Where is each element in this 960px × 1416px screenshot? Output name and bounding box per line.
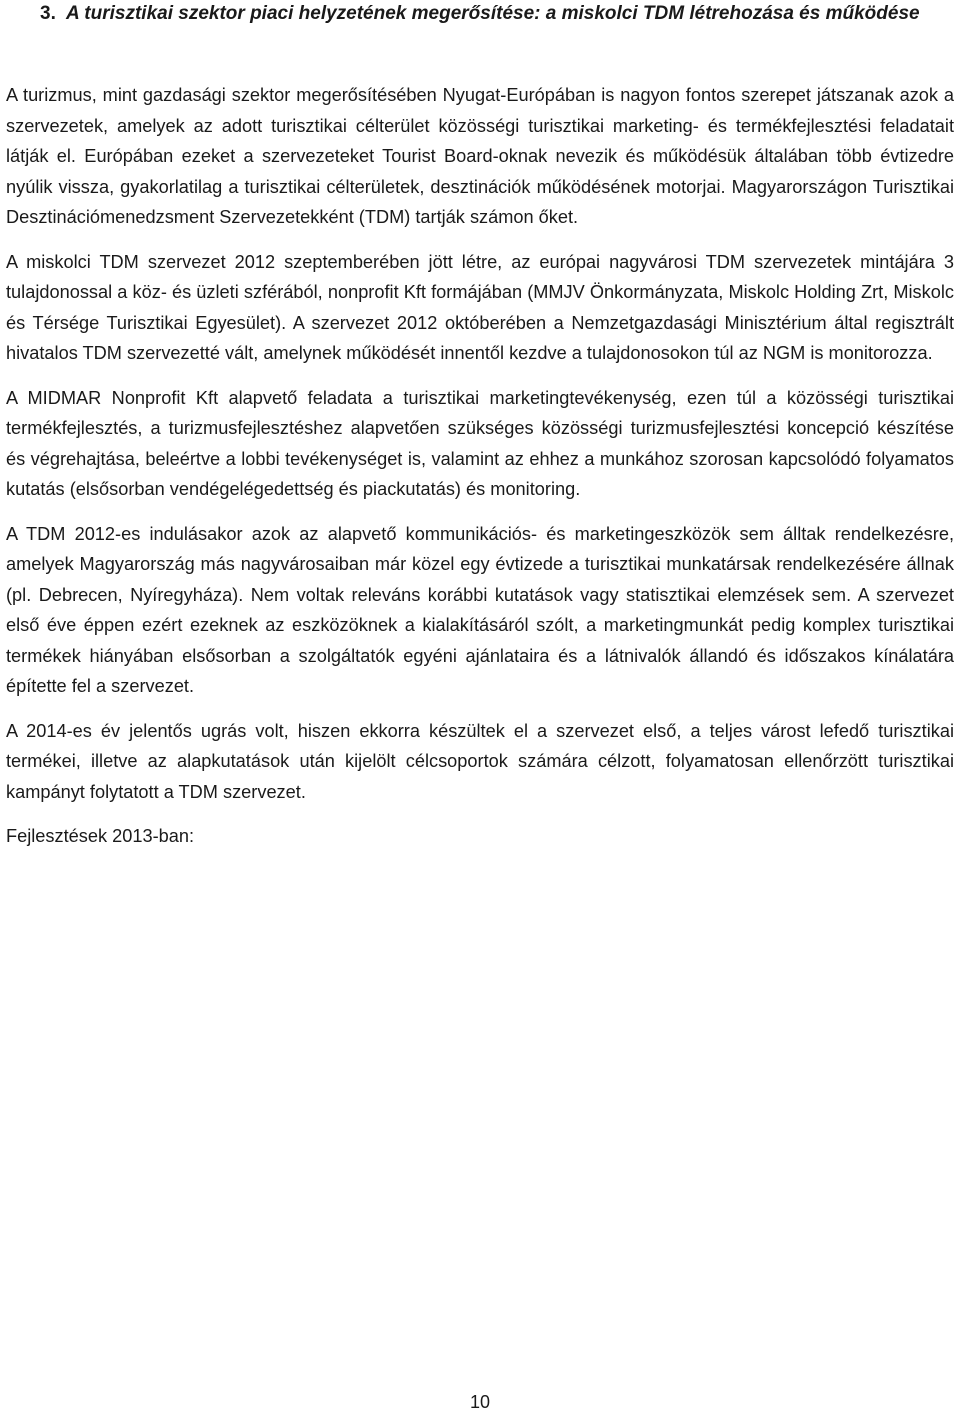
paragraph-midmar-tasks: A MIDMAR Nonprofit Kft alapvető feladata a turisztikai marketingtevékenység, ezen túl a közösségi turisztikai termékfejlesztés, a turizmusfejlesztéshez alapvetően szükséges közösségi turizmusfejlesztési koncepció készítése és végrehajtása, beleértve a lobbi tevékenységet is, valamint az ehhez a munkához szorosan kapcsolódó folyamatos kutatás (elsősorban vendégelégedettség és piackutatás) és monitoring. <box>6 387 954 499</box>
paragraph-miskolc-tdm: A miskolci TDM szervezet 2012 szeptemberében jött létre, az európai nagyvárosi TDM szervezetek mintájára 3 tulajdonossal a köz- és üzleti szférából, nonprofit Kft formájában (MMJV Önkormányzata, Miskolc Holding Zrt, Miskolc és Térsége Turisztikai Egyesület). A szervezet 2012 októberében a Nemzetgazdasági Minisztérium által regisztrált hivatalos TDM szervezetté vált, amelynek működését innentől kezdve a tulajdonosokon túl az NGM is monitorozza. <box>6 251 954 363</box>
section-number: 3. <box>40 3 56 24</box>
section-heading <box>6 0 954 29</box>
section-title: A turisztikai szektor piaci helyzetének megerősítése: a miskolci TDM létrehozása és működése <box>66 3 920 24</box>
document-page <box>6 0 954 852</box>
paragraph-tourist-boards: A turizmus, mint gazdasági szektor megerősítésében Nyugat-Európában is nagyon fontos szerepet játszanak azok a szervezetek, amelyek az adott turisztikai célterület közösségi turisztikai marketing- és termékfejlesztési feladatait látják el. Európában ezeket a szervezeteket Tourist Board-oknak nevezik és működésük általában több évtizedre nyúlik vissza, gyakorlatilag a turisztikai célterületek, desztinációk működésének motorjai. Magyarországon Turisztikai Desztinációmenedzsment Szervezetekként (TDM) tartják számon őket. <box>6 85 954 227</box>
page-number: 10 <box>469 1392 491 1412</box>
paragraph-tdm-2012: A TDM 2012-es indulásakor azok az alapvető kommunikációs- és marketingeszközök sem álltak rendelkezésre, amelyek Magyarország más nagyvárosaiban már közel egy évtizede a turisztikai munkatársak rendelkezésére állnak (pl. Debrecen, Nyíregyháza). Nem voltak releváns korábbi kutatások vagy statisztikai elemzések sem. A szervezet első éve éppen ezért ezeknek az eszközöknek a kialakításáról szólt, a marketingmunkát pedig komplex turisztikai termékek hiányában elsősorban a szolgáltatók egyéni ajánlataira és a látnivalók állandó és időszakos kínálatára építette fel a szervezet. <box>6 523 954 696</box>
paragraph-2014: A 2014-es év jelentős ugrás volt, hiszen ekkorra készültek el a szervezet első, a teljes várost lefedő turisztikai termékei, illetve az alapkutatások után kijelölt célcsoportok számára célzott, folyamatosan ellenőrzött turisztikai kampányt folytatott a TDM szervezet. <box>6 720 954 802</box>
paragraph-fejlesztesek: Fejlesztések 2013-ban: <box>6 826 195 846</box>
